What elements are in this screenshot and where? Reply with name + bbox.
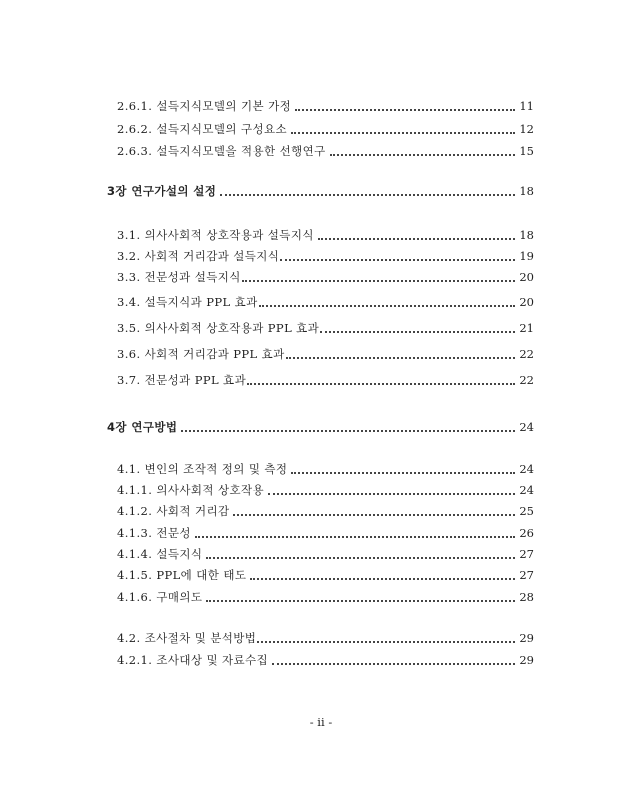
toc-entry-4-1-2[interactable] [117,503,534,519]
toc-entry-4-1-1[interactable] [117,482,534,498]
toc-entry-page: 24 [519,420,534,434]
toc-entry-title: 3.7. 전문성과 PPL 효과 [117,373,247,387]
toc-entry-title: 4.2.1. 조사대상 및 자료수집 [117,653,269,667]
toc-leader-dots [242,280,516,282]
toc-leader-dots [250,578,515,580]
toc-entry-page: 20 [519,270,534,284]
toc-leader-dots [280,259,515,261]
toc-entry-3-3[interactable] [117,269,534,285]
toc-leader-dots [318,238,516,240]
toc-entry-3-7[interactable] [117,372,534,388]
toc-entry-page: 27 [519,568,534,582]
toc-entry-title: 4.1.1. 의사사회적 상호작용 [117,483,265,497]
toc-entry-2-6-3[interactable] [117,143,534,159]
toc-leader-dots [220,194,515,196]
toc-entry-title: 4.1.2. 사회적 거리감 [117,504,230,518]
toc-entry-title: 3.3. 전문성과 설득지식 [117,270,241,284]
toc-entry-page: 26 [519,526,534,540]
toc-entry-title: 2.6.3. 설득지식모델을 적용한 선행연구 [117,144,326,158]
toc-leader-dots [181,430,515,432]
toc-entry-title: 3.4. 설득지식과 PPL 효과 [117,295,258,309]
toc-entry-3-6[interactable] [117,346,534,362]
toc-entry-4-1-6[interactable] [117,589,534,605]
toc-entry-title: 4.1. 변인의 조작적 정의 및 측정 [117,462,288,476]
toc-entry-title: 4.2. 조사절차 및 분석방법 [117,631,257,645]
page-number: - ii - [309,715,333,729]
toc-leader-dots [268,493,515,495]
toc-entry-3-5[interactable] [117,320,534,336]
toc-leader-dots [206,600,515,602]
toc-leader-dots [206,557,515,559]
toc-leader-dots [291,472,515,474]
toc-chapter-title: 4장 연구방법 [107,420,178,434]
toc-entry-4-1[interactable] [117,461,534,477]
toc-entry-4-1-4[interactable] [117,546,534,562]
toc-entry-title: 3.6. 사회적 거리감과 PPL 효과 [117,347,285,361]
toc-entry-page: 27 [519,547,534,561]
toc-entry-page: 12 [519,122,534,136]
toc-leader-dots [259,305,516,307]
toc-entry-title: 2.6.2. 설득지식모델의 구성요소 [117,122,288,136]
toc-entry-page: 15 [519,144,534,158]
toc-entry-page: 18 [519,228,534,242]
toc-entry-3-1[interactable] [117,227,534,243]
toc-leader-dots [247,383,515,385]
toc-leader-dots [330,154,516,156]
toc-entry-title: 4.1.3. 전문성 [117,526,191,540]
toc-chapter-title: 3장 연구가설의 설정 [107,184,217,198]
toc-leader-dots [320,331,515,333]
toc-entry-page: 11 [519,99,534,113]
toc-entry-page: 29 [519,653,534,667]
toc-entry-4-1-3[interactable] [117,525,534,541]
toc-entry-page: 21 [519,321,534,335]
toc-leader-dots [195,536,515,538]
toc-leader-dots [286,357,516,359]
toc-entry-2-6-1[interactable] [117,98,534,114]
toc-entry-page: 19 [519,249,534,263]
toc-entry-title: 2.6.1. 설득지식모델의 기본 가정 [117,99,292,113]
toc-entry-3-2[interactable] [117,248,534,264]
toc-entry-page: 24 [519,462,534,476]
toc-chapter-4[interactable] [107,419,534,435]
toc-entry-4-2-1[interactable] [117,652,534,668]
toc-entry-title: 3.5. 의사사회적 상호작용과 PPL 효과 [117,321,320,335]
toc-entry-title: 3.1. 의사사회적 상호작용과 설득지식 [117,228,314,242]
toc-leader-dots [233,514,515,516]
toc-entry-page: 18 [519,184,534,198]
toc-entry-page: 29 [519,631,534,645]
toc-entry-title: 3.2. 사회적 거리감과 설득지식 [117,249,280,263]
toc-entry-page: 25 [519,504,534,518]
toc-entry-title: 4.1.4. 설득지식 [117,547,203,561]
toc-leader-dots [257,641,515,643]
toc-entry-page: 22 [519,347,534,361]
toc-entry-page: 24 [519,483,534,497]
toc-entry-4-2[interactable] [117,630,534,646]
toc-entry-2-6-2[interactable] [117,121,534,137]
toc-entry-4-1-5[interactable] [117,567,534,583]
toc-leader-dots [295,109,515,111]
toc-leader-dots [272,663,515,665]
toc-entry-title: 4.1.6. 구매의도 [117,590,203,604]
toc-entry-title: 4.1.5. PPL에 대한 태도 [117,568,247,582]
toc-entry-3-4[interactable] [117,294,534,310]
toc-chapter-3[interactable] [107,183,534,199]
toc-entry-page: 22 [519,373,534,387]
toc-entry-page: 28 [519,590,534,604]
toc-entry-page: 20 [519,295,534,309]
toc-leader-dots [291,132,515,134]
